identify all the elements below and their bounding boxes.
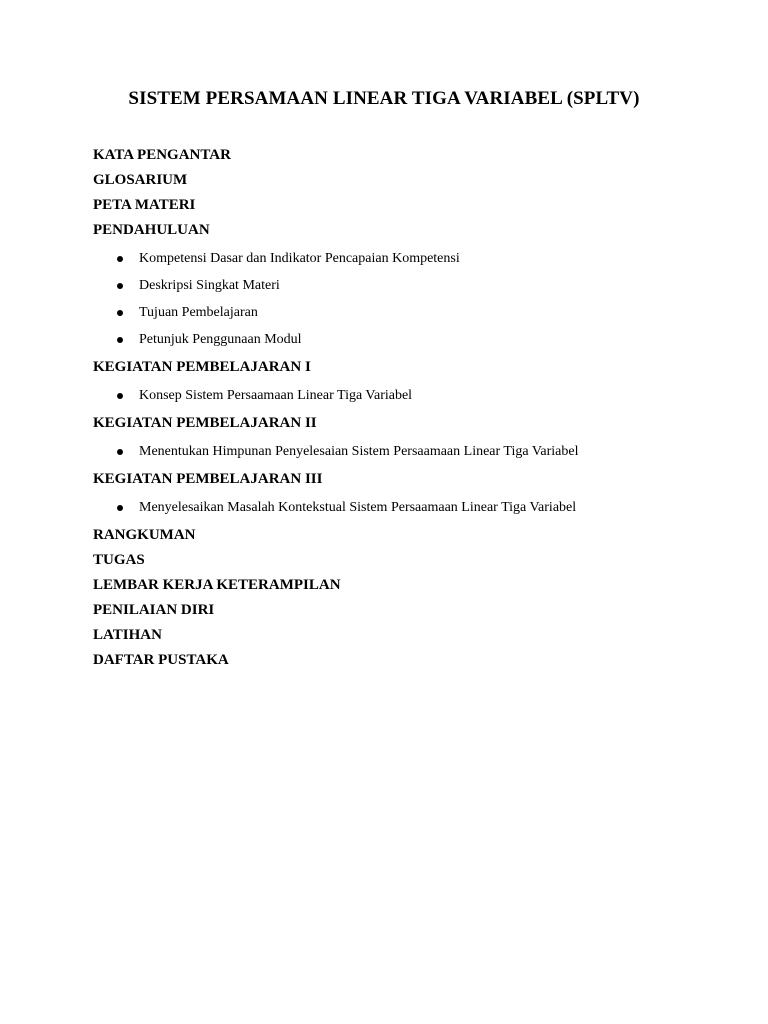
toc-heading-peta-materi: PETA MATERI: [93, 197, 196, 213]
list-item: [93, 299, 733, 326]
toc-heading-kegiatan-pembelajaran-3: KEGIATAN PEMBELAJARAN III: [93, 471, 323, 487]
pendahuluan-list: [93, 245, 733, 353]
list-item-text: Menentukan Himpunan Penyelesaian Sistem Persaamaan Linear Tiga Variabel: [139, 444, 579, 459]
toc-heading-kata-pengantar: KATA PENGANTAR: [93, 147, 231, 163]
list-item-text: Tujuan Pembelajaran: [139, 305, 258, 320]
list-item: [93, 438, 733, 465]
list-item: [93, 326, 733, 353]
list-item-text: Konsep Sistem Persaamaan Linear Tiga Variabel: [139, 388, 413, 403]
toc-heading-glosarium: GLOSARIUM: [93, 172, 188, 188]
kegiatan-3-list: [93, 494, 733, 521]
bullet-icon: [117, 337, 123, 343]
list-item-text: Menyelesaikan Masalah Kontekstual Sistem Persaamaan Linear Tiga Variabel: [139, 500, 577, 515]
list-item-text: Kompetensi Dasar dan Indikator Pencapaian Kompetensi: [139, 251, 460, 266]
toc-heading-kegiatan-pembelajaran-2: KEGIATAN PEMBELAJARAN II: [93, 415, 317, 431]
bullet-icon: [117, 449, 123, 455]
bullet-icon: [117, 505, 123, 511]
toc-heading-kegiatan-pembelajaran-1: KEGIATAN PEMBELAJARAN I: [93, 359, 311, 375]
toc-heading-latihan: LATIHAN: [93, 627, 162, 643]
bullet-icon: [117, 256, 123, 262]
list-item: [93, 245, 733, 272]
toc-heading-lembar-kerja: LEMBAR KERJA KETERAMPILAN: [93, 577, 341, 593]
kegiatan-1-list: [93, 382, 733, 409]
toc-heading-tugas: TUGAS: [93, 552, 145, 568]
list-item-text: Deskripsi Singkat Materi: [139, 278, 280, 293]
list-item: [93, 494, 733, 521]
document-title: SISTEM PERSAMAAN LINEAR TIGA VARIABEL (SPLTV): [128, 88, 640, 109]
kegiatan-2-list: [93, 438, 733, 465]
list-item-text: Petunjuk Penggunaan Modul: [139, 332, 302, 347]
table-of-contents: [93, 143, 733, 673]
toc-heading-rangkuman: RANGKUMAN: [93, 527, 196, 543]
bullet-icon: [117, 310, 123, 316]
toc-heading-daftar-pustaka: DAFTAR PUSTAKA: [93, 652, 229, 668]
bullet-icon: [117, 283, 123, 289]
bullet-icon: [117, 393, 123, 399]
toc-heading-pendahuluan: PENDAHULUAN: [93, 222, 210, 238]
list-item: [93, 272, 733, 299]
toc-heading-penilaian-diri: PENILAIAN DIRI: [93, 602, 215, 618]
list-item: [93, 382, 733, 409]
